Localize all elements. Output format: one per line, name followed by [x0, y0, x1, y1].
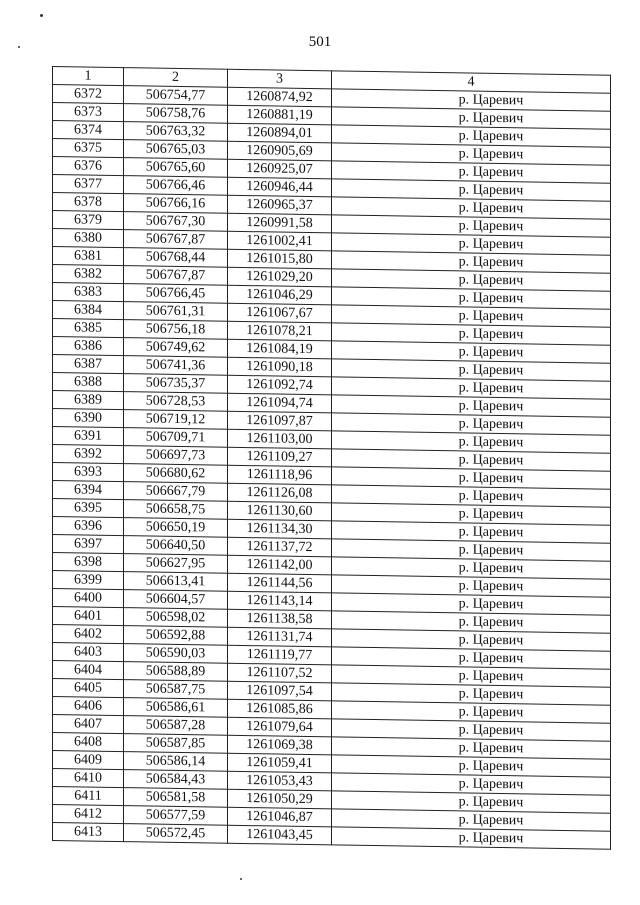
description-cell: р. Царевич [332, 143, 611, 165]
y-coordinate-cell: 1261126,08 [228, 483, 332, 503]
description-cell: р. Царевич [332, 737, 611, 759]
y-coordinate-cell: 1260925,07 [228, 159, 332, 179]
x-coordinate-cell: 506680,62 [124, 464, 228, 484]
point-number-cell: 6412 [53, 805, 124, 824]
description-cell: р. Царевич [332, 359, 611, 381]
y-coordinate-cell: 1260946,44 [228, 177, 332, 197]
x-coordinate-cell: 506667,79 [124, 482, 228, 502]
x-coordinate-cell: 506586,14 [124, 752, 228, 772]
description-cell: р. Царевич [332, 557, 611, 579]
x-coordinate-cell: 506650,19 [124, 518, 228, 538]
y-coordinate-cell: 1261109,27 [228, 447, 332, 467]
y-coordinate-cell: 1261050,29 [228, 789, 332, 809]
y-coordinate-cell: 1261084,19 [228, 339, 332, 359]
point-number-cell: 6411 [53, 787, 124, 806]
description-cell: р. Царевич [332, 413, 611, 435]
description-cell: р. Царевич [332, 179, 611, 201]
description-cell: р. Царевич [332, 377, 611, 399]
description-cell: р. Царевич [332, 395, 611, 417]
point-number-cell: 6401 [53, 607, 124, 626]
y-coordinate-cell: 1261059,41 [228, 753, 332, 773]
point-number-cell: 6399 [53, 571, 124, 590]
page-number: 501 [308, 34, 332, 50]
x-coordinate-cell: 506658,75 [124, 500, 228, 520]
y-coordinate-cell: 1261015,80 [228, 249, 332, 269]
description-cell: р. Царевич [332, 503, 611, 525]
description-cell: р. Царевич [332, 665, 611, 687]
description-cell: р. Царевич [332, 197, 611, 219]
point-number-cell: 6394 [53, 481, 124, 500]
description-cell: р. Царевич [332, 341, 611, 363]
x-coordinate-cell: 506767,87 [124, 266, 228, 286]
point-number-cell: 6408 [53, 733, 124, 752]
point-number-cell: 6402 [53, 625, 124, 644]
y-coordinate-cell: 1261002,41 [228, 231, 332, 251]
description-cell: р. Царевич [332, 809, 611, 831]
y-coordinate-cell: 1261107,52 [228, 663, 332, 683]
y-coordinate-cell: 1260894,01 [228, 123, 332, 143]
x-coordinate-cell: 506761,31 [124, 302, 228, 322]
point-number-cell: 6386 [53, 337, 124, 356]
x-coordinate-cell: 506586,61 [124, 698, 228, 718]
x-coordinate-cell: 506604,57 [124, 590, 228, 610]
x-coordinate-cell: 506697,73 [124, 446, 228, 466]
description-cell: р. Царевич [332, 593, 611, 615]
y-coordinate-cell: 1260965,37 [228, 195, 332, 215]
description-cell: р. Царевич [332, 107, 611, 129]
point-number-cell: 6378 [53, 193, 124, 212]
point-number-cell: 6382 [53, 265, 124, 284]
point-number-cell: 6398 [53, 553, 124, 572]
description-cell: р. Царевич [332, 791, 611, 813]
y-coordinate-cell: 1261134,30 [228, 519, 332, 539]
y-coordinate-cell: 1261103,00 [228, 429, 332, 449]
point-number-cell: 6372 [53, 85, 124, 104]
description-cell: р. Царевич [332, 449, 611, 471]
x-coordinate-cell: 506728,53 [124, 392, 228, 412]
x-coordinate-cell: 506572,45 [124, 824, 228, 844]
description-cell: р. Царевич [332, 89, 611, 111]
coordinates-table-container [52, 66, 606, 850]
point-number-cell: 6407 [53, 715, 124, 734]
description-cell: р. Царевич [332, 827, 611, 849]
point-number-cell: 6391 [53, 427, 124, 446]
description-cell: р. Царевич [332, 521, 611, 543]
y-coordinate-cell: 1261131,74 [228, 627, 332, 647]
y-coordinate-cell: 1261130,60 [228, 501, 332, 521]
point-number-cell: 6383 [53, 283, 124, 302]
point-number-cell: 6384 [53, 301, 124, 320]
y-coordinate-cell: 1260874,92 [228, 87, 332, 107]
y-coordinate-cell: 1261118,96 [228, 465, 332, 485]
scan-speck [240, 878, 242, 880]
point-number-cell: 6388 [53, 373, 124, 392]
y-coordinate-cell: 1261142,00 [228, 555, 332, 575]
point-number-cell: 6393 [53, 463, 124, 482]
x-coordinate-cell: 506754,77 [124, 86, 228, 106]
description-cell: р. Царевич [332, 467, 611, 489]
column-header: 2 [124, 68, 228, 88]
x-coordinate-cell: 506749,62 [124, 338, 228, 358]
x-coordinate-cell: 506613,41 [124, 572, 228, 592]
y-coordinate-cell: 1260905,69 [228, 141, 332, 161]
point-number-cell: 6375 [53, 139, 124, 158]
x-coordinate-cell: 506719,12 [124, 410, 228, 430]
x-coordinate-cell: 506765,60 [124, 158, 228, 178]
x-coordinate-cell: 506767,87 [124, 230, 228, 250]
x-coordinate-cell: 506763,32 [124, 122, 228, 142]
description-cell: р. Царевич [332, 701, 611, 723]
column-header: 1 [53, 67, 124, 86]
x-coordinate-cell: 506587,28 [124, 716, 228, 736]
x-coordinate-cell: 506758,76 [124, 104, 228, 124]
description-cell: р. Царевич [332, 629, 611, 651]
y-coordinate-cell: 1261046,87 [228, 807, 332, 827]
description-cell: р. Царевич [332, 611, 611, 633]
point-number-cell: 6406 [53, 697, 124, 716]
y-coordinate-cell: 1261079,64 [228, 717, 332, 737]
point-number-cell: 6409 [53, 751, 124, 770]
description-cell: р. Царевич [332, 215, 611, 237]
point-number-cell: 6380 [53, 229, 124, 248]
x-coordinate-cell: 506709,71 [124, 428, 228, 448]
description-cell: р. Царевич [332, 125, 611, 147]
description-cell: р. Царевич [332, 773, 611, 795]
point-number-cell: 6395 [53, 499, 124, 518]
y-coordinate-cell: 1261137,72 [228, 537, 332, 557]
x-coordinate-cell: 506735,37 [124, 374, 228, 394]
description-cell: р. Царевич [332, 287, 611, 309]
x-coordinate-cell: 506767,30 [124, 212, 228, 232]
y-coordinate-cell: 1261078,21 [228, 321, 332, 341]
point-number-cell: 6379 [53, 211, 124, 230]
x-coordinate-cell: 506768,44 [124, 248, 228, 268]
description-cell: р. Царевич [332, 719, 611, 741]
description-cell: р. Царевич [332, 305, 611, 327]
description-cell: р. Царевич [332, 485, 611, 507]
y-coordinate-cell: 1260991,58 [228, 213, 332, 233]
x-coordinate-cell: 506587,85 [124, 734, 228, 754]
description-cell: р. Царевич [332, 755, 611, 777]
point-number-cell: 6390 [53, 409, 124, 428]
y-coordinate-cell: 1261119,77 [228, 645, 332, 665]
point-number-cell: 6376 [53, 157, 124, 176]
x-coordinate-cell: 506587,75 [124, 680, 228, 700]
point-number-cell: 6374 [53, 121, 124, 140]
x-coordinate-cell: 506756,18 [124, 320, 228, 340]
x-coordinate-cell: 506590,03 [124, 644, 228, 664]
x-coordinate-cell: 506766,46 [124, 176, 228, 196]
description-cell: р. Царевич [332, 431, 611, 453]
point-number-cell: 6400 [53, 589, 124, 608]
x-coordinate-cell: 506640,50 [124, 536, 228, 556]
point-number-cell: 6373 [53, 103, 124, 122]
point-number-cell: 6410 [53, 769, 124, 788]
point-number-cell: 6413 [53, 823, 124, 842]
point-number-cell: 6392 [53, 445, 124, 464]
scan-speck [40, 14, 43, 17]
y-coordinate-cell: 1261144,56 [228, 573, 332, 593]
description-cell: р. Царевич [332, 683, 611, 705]
x-coordinate-cell: 506588,89 [124, 662, 228, 682]
point-number-cell: 6397 [53, 535, 124, 554]
x-coordinate-cell: 506577,59 [124, 806, 228, 826]
x-coordinate-cell: 506627,95 [124, 554, 228, 574]
y-coordinate-cell: 1261043,45 [228, 825, 332, 845]
description-cell: р. Царевич [332, 251, 611, 273]
point-number-cell: 6385 [53, 319, 124, 338]
y-coordinate-cell: 1261029,20 [228, 267, 332, 287]
point-number-cell: 6403 [53, 643, 124, 662]
description-cell: р. Царевич [332, 161, 611, 183]
column-header: 4 [332, 71, 611, 93]
y-coordinate-cell: 1261085,86 [228, 699, 332, 719]
y-coordinate-cell: 1261053,43 [228, 771, 332, 791]
x-coordinate-cell: 506592,88 [124, 626, 228, 646]
y-coordinate-cell: 1261067,67 [228, 303, 332, 323]
description-cell: р. Царевич [332, 323, 611, 345]
y-coordinate-cell: 1261069,38 [228, 735, 332, 755]
y-coordinate-cell: 1261143,14 [228, 591, 332, 611]
y-coordinate-cell: 1261097,87 [228, 411, 332, 431]
x-coordinate-cell: 506598,02 [124, 608, 228, 628]
y-coordinate-cell: 1260881,19 [228, 105, 332, 125]
x-coordinate-cell: 506581,58 [124, 788, 228, 808]
x-coordinate-cell: 506741,36 [124, 356, 228, 376]
x-coordinate-cell: 506765,03 [124, 140, 228, 160]
description-cell: р. Царевич [332, 647, 611, 669]
column-header: 3 [228, 69, 332, 89]
point-number-cell: 6377 [53, 175, 124, 194]
description-cell: р. Царевич [332, 233, 611, 255]
x-coordinate-cell: 506766,45 [124, 284, 228, 304]
point-number-cell: 6381 [53, 247, 124, 266]
description-cell: р. Царевич [332, 539, 611, 561]
point-number-cell: 6404 [53, 661, 124, 680]
point-number-cell: 6387 [53, 355, 124, 374]
y-coordinate-cell: 1261092,74 [228, 375, 332, 395]
description-cell: р. Царевич [332, 269, 611, 291]
x-coordinate-cell: 506766,16 [124, 194, 228, 214]
y-coordinate-cell: 1261090,18 [228, 357, 332, 377]
y-coordinate-cell: 1261138,58 [228, 609, 332, 629]
coordinates-table [52, 66, 611, 850]
y-coordinate-cell: 1261097,54 [228, 681, 332, 701]
table-body [53, 85, 611, 850]
point-number-cell: 6389 [53, 391, 124, 410]
y-coordinate-cell: 1261046,29 [228, 285, 332, 305]
y-coordinate-cell: 1261094,74 [228, 393, 332, 413]
description-cell: р. Царевич [332, 575, 611, 597]
point-number-cell: 6396 [53, 517, 124, 536]
x-coordinate-cell: 506584,43 [124, 770, 228, 790]
point-number-cell: 6405 [53, 679, 124, 698]
